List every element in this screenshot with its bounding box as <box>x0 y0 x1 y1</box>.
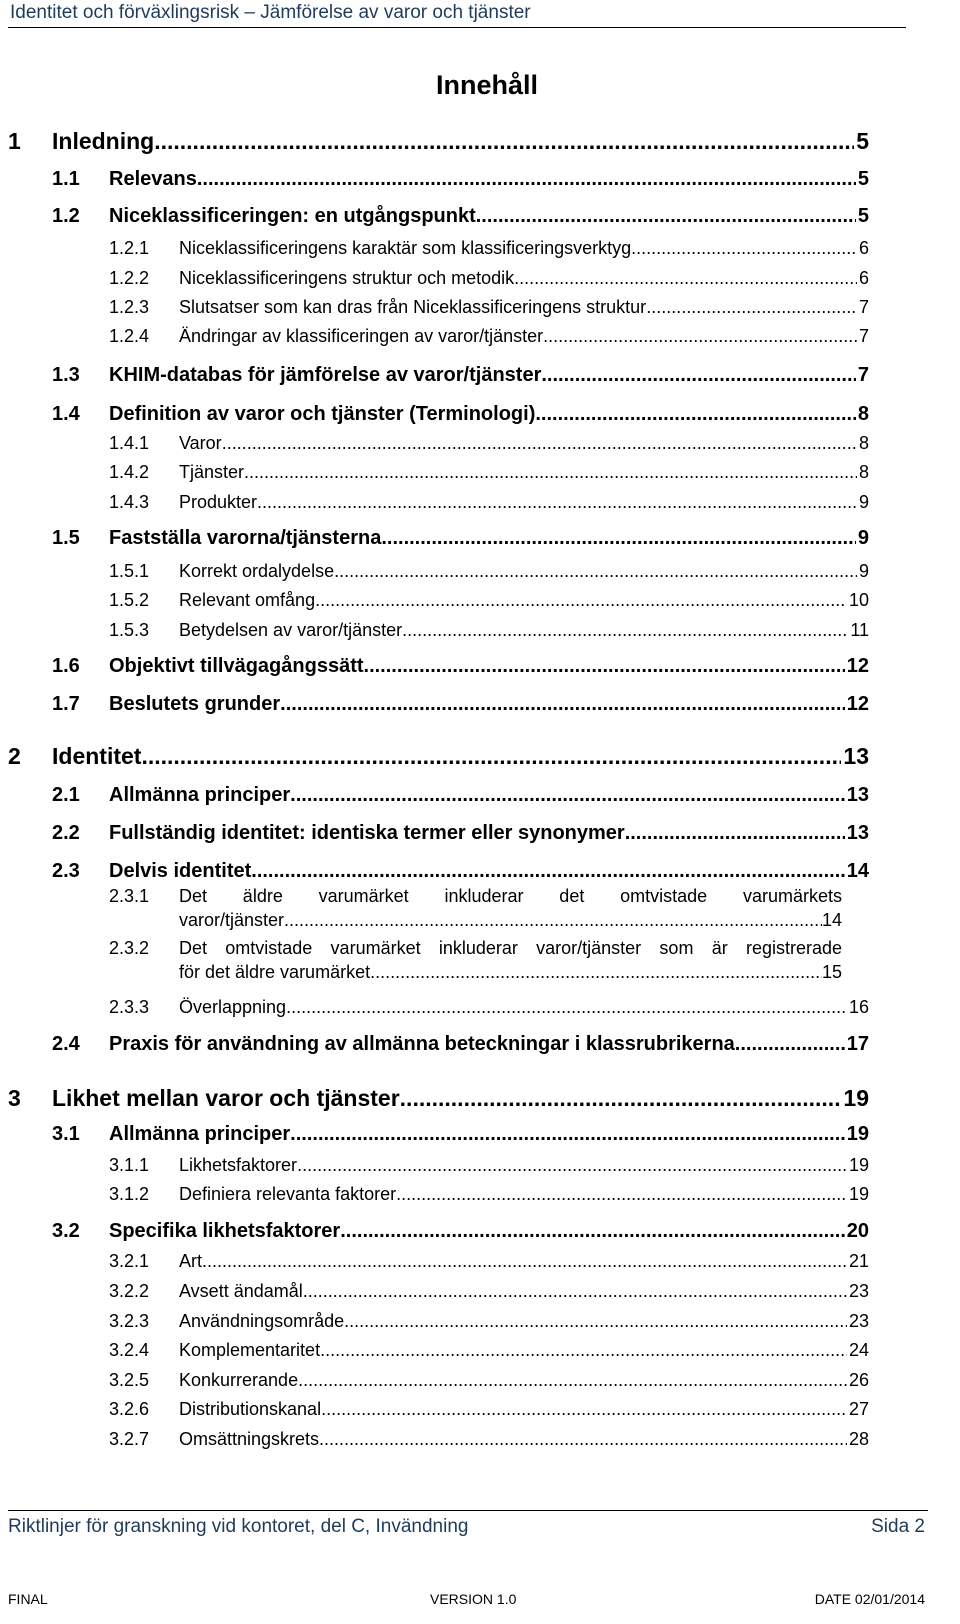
toc-entry-number: 2.3.1 <box>109 886 150 906</box>
toc-entry[interactable] <box>109 1340 869 1361</box>
toc-entry-page: 6 <box>858 238 869 258</box>
toc-entry[interactable] <box>109 297 869 318</box>
toc-leader-dots <box>340 1220 845 1243</box>
toc-entry-title: Beslutets grunder <box>109 693 281 715</box>
toc-entry[interactable] <box>109 1184 869 1205</box>
toc-entry-number: 1.4.2 <box>109 462 150 482</box>
toc-entry-title: Allmänna principer <box>109 1123 291 1145</box>
toc-entry-number: 3.2.3 <box>109 1311 150 1331</box>
toc-entry-title: Slutsatser som kan dras från Niceklassificeringens struktur <box>179 297 647 317</box>
toc-entry-number: 2.3 <box>52 860 80 882</box>
toc-entry[interactable] <box>109 1281 869 1302</box>
toc-leader-dots <box>280 693 845 716</box>
toc-entry-number: 1.1 <box>52 168 80 190</box>
toc-entry[interactable] <box>109 590 869 611</box>
toc-entry-number: 1.2.4 <box>109 326 150 346</box>
toc-entry-number: 3.1.2 <box>109 1184 150 1204</box>
header-divider <box>8 27 906 28</box>
toc-entry-page: 15 <box>821 962 842 982</box>
toc-entry[interactable] <box>109 433 869 454</box>
toc-entry-page: 13 <box>846 784 869 806</box>
toc-entry-page: 19 <box>843 1085 869 1111</box>
toc-entry-number: 1.2 <box>52 205 80 227</box>
toc-leader-dots <box>625 822 845 845</box>
toc-entry-page: 13 <box>843 743 869 769</box>
toc-entry-number: 2.3.2 <box>109 938 150 958</box>
toc-entry-number: 3.1.1 <box>109 1155 150 1175</box>
toc-entry-number: 3 <box>8 1085 21 1111</box>
toc-entry[interactable] <box>109 492 869 513</box>
toc-entry-number: 1.3 <box>52 364 80 386</box>
toc-entry-number: 1.4.3 <box>109 492 150 512</box>
toc-leader-dots <box>631 238 857 259</box>
toc-leader-dots <box>514 268 857 289</box>
toc-entry-page: 9 <box>858 492 869 512</box>
toc-entry[interactable] <box>52 693 869 716</box>
toc-entry-number: 2 <box>8 743 21 769</box>
toc-entry-page: 10 <box>848 590 869 610</box>
toc-leader-dots <box>344 1311 847 1332</box>
toc-entry-title: Identitet <box>52 743 142 769</box>
toc-entry-page: 5 <box>856 128 869 154</box>
toc-entry-number: 3.2.1 <box>109 1251 150 1271</box>
toc-entry-page: 7 <box>858 326 869 346</box>
toc-entry[interactable] <box>52 364 869 387</box>
toc-entry[interactable] <box>52 860 869 883</box>
toc-entry-page: 16 <box>848 997 869 1017</box>
footer-divider <box>8 1510 928 1511</box>
toc-entry-page: 27 <box>848 1399 869 1419</box>
toc-entry[interactable] <box>52 403 869 426</box>
toc-entry[interactable] <box>109 884 869 934</box>
toc-entry-title: Tjänster <box>179 462 245 482</box>
toc-entry-number: 1.5.1 <box>109 561 150 581</box>
toc-entry-title: Användningsområde <box>179 1311 345 1331</box>
toc-leader-dots <box>319 1429 847 1450</box>
toc-leader-dots <box>396 1184 847 1205</box>
toc-entry-number: 1.2.1 <box>109 238 150 258</box>
toc-leader-dots <box>315 590 847 611</box>
toc-entry-title: Ändringar av klassificeringen av varor/tjänster <box>179 326 544 346</box>
toc-entry-title: Omsättningskrets <box>179 1429 320 1449</box>
toc-entry-title: Distributionskanal <box>179 1399 322 1419</box>
toc-entry-number: 1.2.2 <box>109 268 150 288</box>
toc-entry-number: 1.6 <box>52 655 80 677</box>
toc-entry-number: 3.2.7 <box>109 1429 150 1449</box>
toc-entry[interactable] <box>109 326 869 347</box>
toc-entry-page: 12 <box>846 693 869 715</box>
toc-entry[interactable] <box>52 655 869 678</box>
toc-entry-page: 8 <box>857 403 869 425</box>
toc-entry-number: 1.5.3 <box>109 620 150 640</box>
toc-leader-dots <box>197 168 856 191</box>
toc-entry-page: 20 <box>846 1220 869 1242</box>
toc-leader-dots <box>541 364 856 387</box>
toc-leader-dots <box>303 1281 847 1302</box>
toc-entry[interactable] <box>52 168 869 191</box>
toc-entry-number: 2.3.3 <box>109 997 150 1017</box>
toc-entry-page: 23 <box>848 1281 869 1301</box>
toc-entry[interactable] <box>8 128 869 154</box>
toc-entry-title: Det omtvistade varumärket inkluderar varor/tjänster som är registrerade <box>179 938 842 958</box>
toc-leader-dots <box>290 784 845 807</box>
toc-entry-number: 3.2.4 <box>109 1340 150 1360</box>
toc-entry-page: 17 <box>846 1033 869 1055</box>
toc-entry[interactable] <box>52 205 869 228</box>
toc-leader-dots <box>334 561 857 582</box>
toc-entry-title: Inledning <box>52 128 155 154</box>
toc-entry-title: Produkter <box>179 492 258 512</box>
toc-leader-dots <box>402 620 848 641</box>
toc-entry-title: Det äldre varumärket inkluderar det omtvistade varumärkets <box>179 886 842 906</box>
footer-page-number: Sida 2 <box>871 1516 925 1537</box>
footer-status: FINAL <box>8 1591 48 1607</box>
toc-entry-title: KHIM-databas för jämförelse av varor/tjänster <box>109 364 542 386</box>
toc-leader-dots <box>222 433 857 454</box>
toc-entry[interactable] <box>109 1155 869 1176</box>
toc-leader-dots <box>646 297 857 318</box>
toc-entry-page: 13 <box>846 822 869 844</box>
toc-leader-dots <box>381 527 856 550</box>
toc-leader-dots <box>290 1123 845 1146</box>
toc-entry-title: Delvis identitet <box>109 860 252 882</box>
toc-entry-title: Likhet mellan varor och tjänster <box>52 1085 400 1111</box>
toc-entry-number: 1.4.1 <box>109 433 150 453</box>
toc-entry-page: 7 <box>858 297 869 317</box>
toc-entry[interactable] <box>109 1251 869 1272</box>
toc-entry-page: 6 <box>858 268 869 288</box>
toc-entry-number: 3.2.5 <box>109 1370 150 1390</box>
toc-entry-title: Niceklassificeringens struktur och metodik <box>179 268 515 288</box>
toc-leader-dots <box>297 1155 847 1176</box>
toc-entry-title: Definiera relevanta faktorer <box>179 1184 397 1204</box>
toc-entry-page: 7 <box>857 364 869 386</box>
toc-entry-title: Niceklassificeringens karaktär som klassificeringsverktyg <box>179 238 632 258</box>
toc-leader-dots <box>476 205 856 228</box>
toc-entry-title: Relevant omfång <box>179 590 316 610</box>
toc-entry[interactable] <box>8 743 869 769</box>
toc-entry-page: 19 <box>848 1155 869 1175</box>
toc-entry-number: 2.4 <box>52 1033 80 1055</box>
toc-entry-title: Fastställa varorna/tjänsterna <box>109 527 382 549</box>
toc-entry-number: 1.5.2 <box>109 590 150 610</box>
toc-entry[interactable] <box>52 1123 869 1146</box>
toc-entry[interactable] <box>52 822 869 845</box>
toc-entry-title: Allmänna principer <box>109 784 291 806</box>
toc-leader-dots <box>535 403 856 426</box>
toc-entry[interactable] <box>109 462 869 483</box>
toc-entry-page: 19 <box>848 1184 869 1204</box>
toc-leader-dots <box>370 960 822 984</box>
toc-entry[interactable] <box>52 527 869 550</box>
toc-entry-title: Art <box>179 1251 203 1271</box>
toc-leader-dots <box>286 997 847 1018</box>
toc-entry-page: 9 <box>857 527 869 549</box>
toc-leader-dots <box>244 462 857 483</box>
toc-entry-title: Varor <box>179 433 222 453</box>
toc-entry[interactable] <box>109 620 869 641</box>
toc-entry[interactable] <box>109 1311 869 1332</box>
toc-leader-dots <box>543 326 857 347</box>
toc-entry-number: 3.1 <box>52 1123 80 1145</box>
toc-heading: Innehåll <box>435 70 538 100</box>
toc-entry-page: 8 <box>858 462 869 482</box>
toc-leader-dots <box>202 1251 847 1272</box>
toc-entry-title: Komplementaritet <box>179 1340 321 1360</box>
toc-entry[interactable] <box>109 1370 869 1391</box>
toc-entry-page: 12 <box>846 655 869 677</box>
toc-entry-title-cont: varor/tjänster <box>179 910 285 930</box>
toc-entry-title: Definition av varor och tjänster (Terminologi) <box>109 403 536 425</box>
toc-entry-title: Likhetsfaktorer <box>179 1155 298 1175</box>
toc-entry-title: Konkurrerande <box>179 1370 299 1390</box>
toc-leader-dots <box>257 492 857 513</box>
toc-entry-page: 28 <box>848 1429 869 1449</box>
toc-entry[interactable] <box>109 561 869 582</box>
toc-entry[interactable] <box>52 784 869 807</box>
toc-leader-dots <box>400 1085 842 1111</box>
toc-entry[interactable] <box>109 936 869 986</box>
toc-entry-page: 21 <box>848 1251 869 1271</box>
toc-entry-page: 11 <box>850 620 869 640</box>
toc-entry[interactable] <box>52 1220 869 1243</box>
toc-entry-title: Relevans <box>109 168 197 190</box>
toc-entry-page: 23 <box>848 1311 869 1331</box>
toc-entry-page: 19 <box>846 1123 869 1145</box>
toc-entry[interactable] <box>109 997 869 1018</box>
toc-entry[interactable] <box>109 1429 869 1450</box>
toc-entry-title: Överlappning <box>179 997 287 1017</box>
toc-entry-page: 8 <box>858 433 869 453</box>
toc-entry-title: Fullständig identitet: identiska termer eller synonymer <box>109 822 625 844</box>
toc-entry-number: 3.2 <box>52 1220 80 1242</box>
footer-document-title: Riktlinjer för granskning vid kontoret, del C, Invändning <box>8 1516 469 1537</box>
toc-entry-number: 3.2.2 <box>109 1281 150 1301</box>
toc-entry[interactable] <box>109 268 869 289</box>
toc-entry-number: 3.2.6 <box>109 1399 150 1419</box>
toc-entry-number: 1.2.3 <box>109 297 150 317</box>
toc-entry-page: 14 <box>821 910 842 930</box>
toc-entry-number: 2.2 <box>52 822 80 844</box>
toc-leader-dots <box>251 860 844 883</box>
toc-entry-title: Specifika likhetsfaktorer <box>109 1220 341 1242</box>
toc-entry-page: 5 <box>857 205 869 227</box>
toc-entry[interactable] <box>109 1399 869 1420</box>
toc-leader-dots <box>154 128 854 154</box>
toc-entry-page: 24 <box>848 1340 869 1360</box>
toc-entry-number: 1.4 <box>52 403 80 425</box>
toc-entry-title: Avsett ändamål <box>179 1281 303 1301</box>
toc-leader-dots <box>321 1399 847 1420</box>
toc-entry-page: 14 <box>846 860 869 882</box>
toc-entry-number: 2.1 <box>52 784 80 806</box>
footer-version: VERSION 1.0 <box>430 1591 517 1607</box>
toc-entry[interactable] <box>52 1033 869 1056</box>
toc-entry-title: Niceklassificeringen: en utgångspunkt <box>109 205 476 227</box>
toc-entry-page: 5 <box>857 168 869 190</box>
toc-entry-title: Betydelsen av varor/tjänster <box>179 620 403 640</box>
toc-entry-number: 1.5 <box>52 527 80 549</box>
toc-entry[interactable] <box>109 238 869 259</box>
toc-leader-dots <box>735 1033 845 1056</box>
toc-entry-title-cont: för det äldre varumärket <box>179 962 371 982</box>
toc-leader-dots <box>364 655 845 678</box>
toc-leader-dots <box>141 743 841 769</box>
footer-date: DATE 02/01/2014 <box>814 1591 925 1607</box>
toc-entry-title: Objektivt tillvägagångssätt <box>109 655 364 677</box>
toc-entry-title: Praxis för användning av allmänna beteckningar i klassrubrikerna <box>109 1033 735 1055</box>
toc-entry-number: 1 <box>8 128 21 154</box>
toc-entry-page: 26 <box>848 1370 869 1390</box>
toc-leader-dots <box>284 908 822 932</box>
running-header-title: Identitet och förväxlingsrisk – Jämförelse av varor och tjänster <box>10 2 531 23</box>
toc-entry-title: Korrekt ordalydelse <box>179 561 335 581</box>
toc-entry-number: 1.7 <box>52 693 80 715</box>
toc-entry[interactable] <box>8 1085 869 1111</box>
toc-leader-dots <box>320 1340 847 1361</box>
toc-entry-page: 9 <box>858 561 869 581</box>
toc-leader-dots <box>298 1370 847 1391</box>
